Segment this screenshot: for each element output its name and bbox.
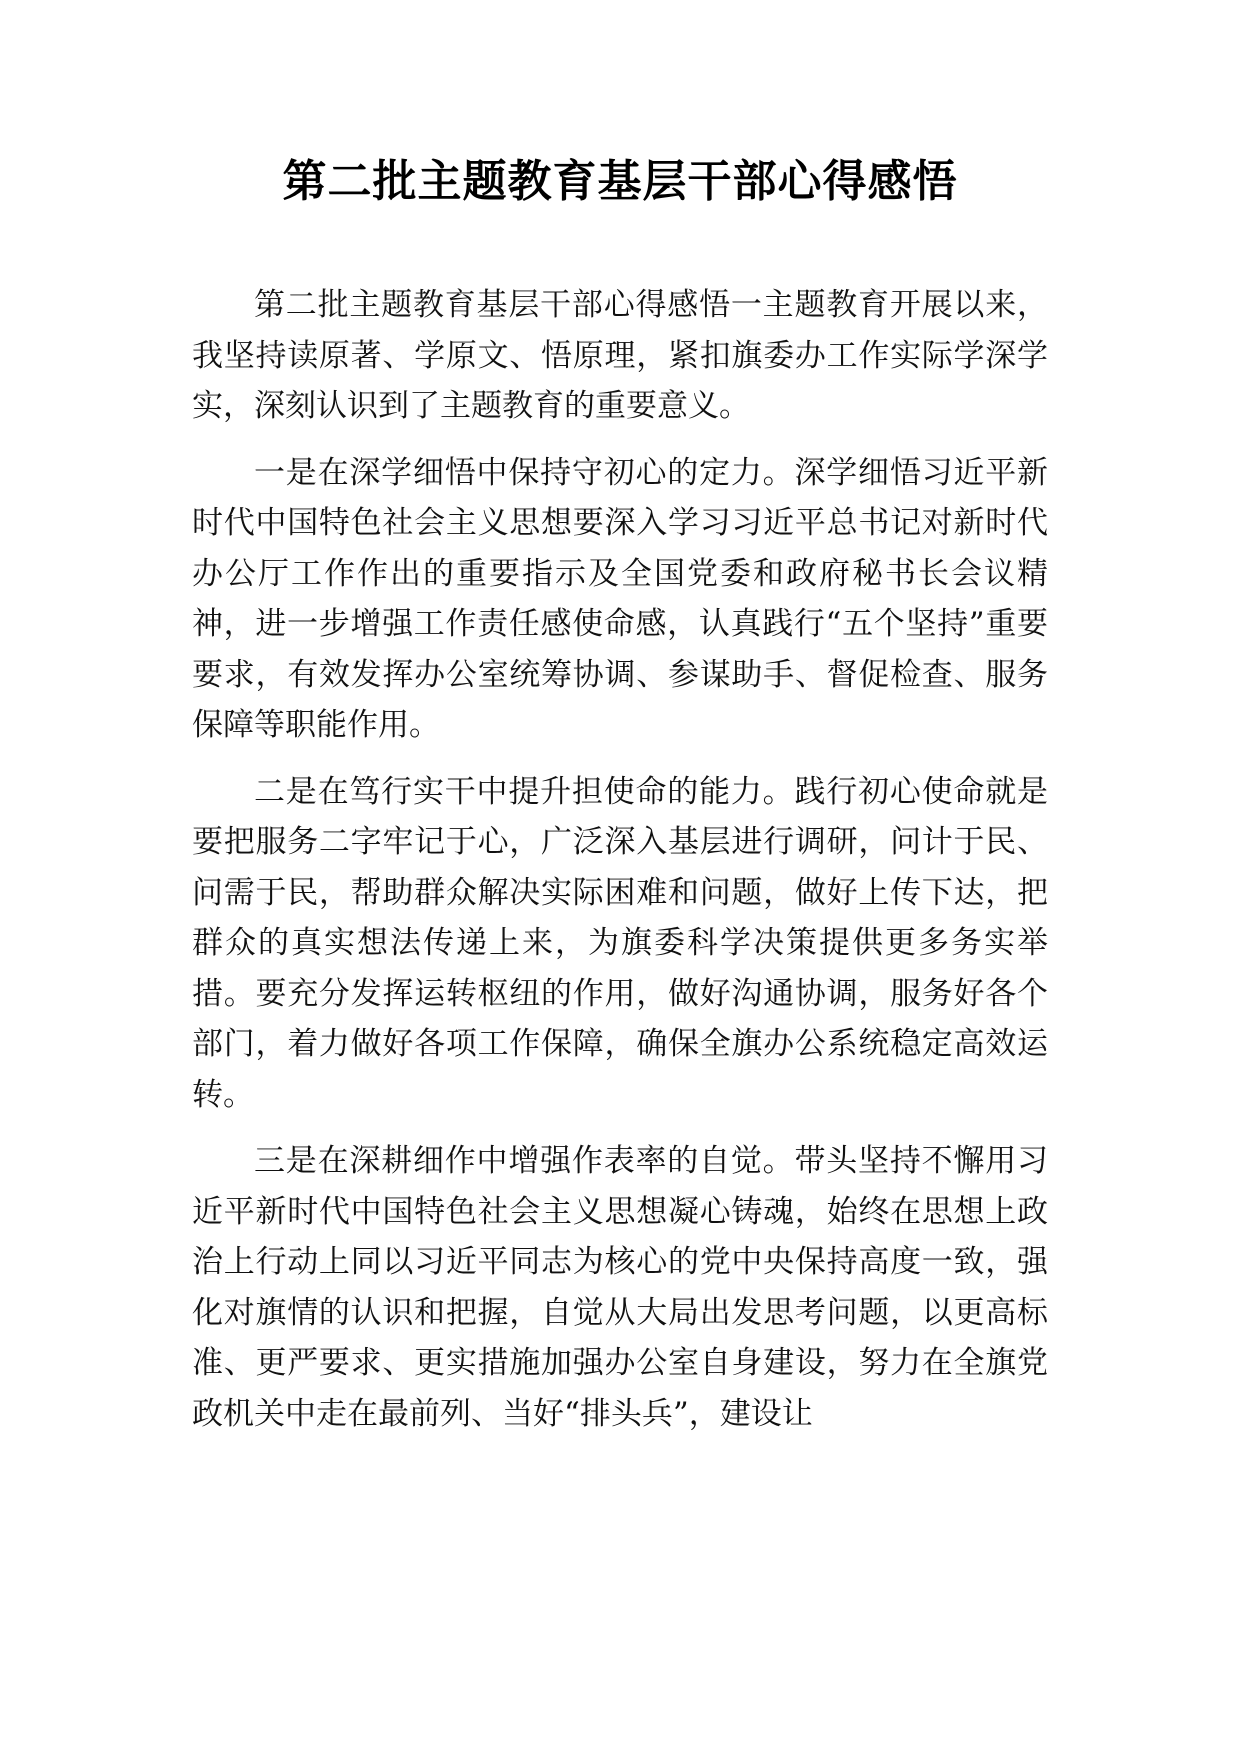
document-body — [192, 280, 1048, 1455]
paragraph-point-three: 三是在深耕细作中增强作表率的自觉。带头坚持不懈用习近平新时代中国特色社会主义思想凝心铸魂，始终在思想上政治上行动上同以习近平同志为核心的党中央保持高度一致，强化对旗情的认识和把握，自觉从大局出发思考问题，以更高标准、更严要求、更实措施加强办公室自身建设，努力在全旗党政机关中走在最前列、当好“排头兵”，建设让 — [192, 1143, 1048, 1432]
paragraph-intro: 第二批主题教育基层干部心得感悟一主题教育开展以来，我坚持读原著、学原文、悟原理，紧扣旗委办工作实际学深学实，深刻认识到了主题教育的重要意义。 — [192, 287, 1048, 424]
paragraph-point-one: 一是在深学细悟中保持守初心的定力。深学细悟习近平新时代中国特色社会主义思想要深入学习习近平总书记对新时代办公厅工作作出的重要指示及全国党委和政府秘书长会议精神，进一步增强工作责任感使命感，认真践行“五个坚持”重要要求，有效发挥办公室统筹协调、参谋助手、督促检查、服务保障等职能作用。 — [192, 454, 1048, 743]
paragraph-point-two: 二是在笃行实干中提升担使命的能力。践行初心使命就是要把服务二字牢记于心，广泛深入基层进行调研，问计于民、问需于民，帮助群众解决实际困难和问题，做好上传下达，把群众的真实想法传递上来，为旗委科学决策提供更多务实举措。要充分发挥运转枢纽的作用，做好沟通协调，服务好各个部门，着力做好各项工作保障，确保全旗办公系统稳定高效运转。 — [192, 773, 1048, 1113]
document-title: 第二批主题教育基层干部心得感悟 — [282, 156, 958, 207]
